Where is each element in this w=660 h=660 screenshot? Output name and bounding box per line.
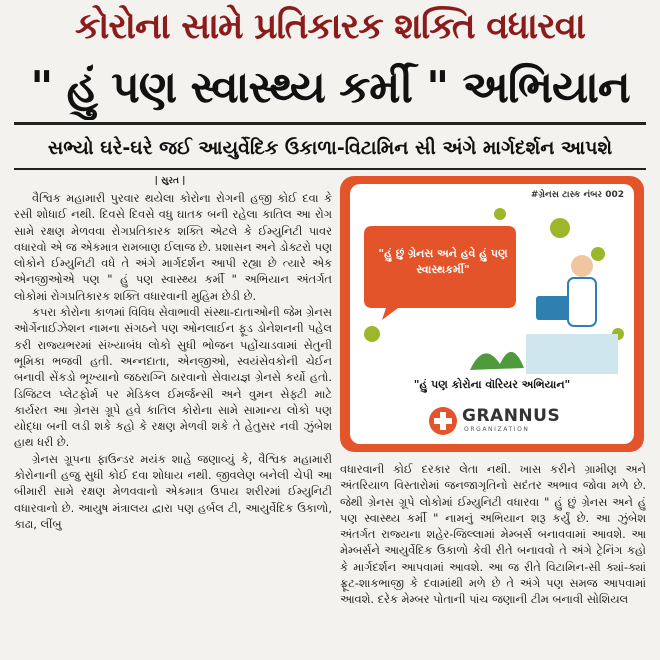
- bubble-text: "હું છું ગ્રેનસ અને હવે હું પણ સ્વાસ્થકર્મી": [378, 247, 508, 276]
- speech-bubble: [358, 224, 518, 320]
- logo-cross-icon: [428, 406, 458, 436]
- dateline: | સુરત |: [154, 176, 186, 186]
- headline-line-2: " હું પણ સ્વાસ્થ્ય કર્મી " અભિયાન: [30, 62, 630, 113]
- campaign-poster: [340, 176, 644, 452]
- article-right-column: [340, 461, 646, 660]
- article-paragraph: કપરા કોરોના કાળમાં વિવિધ સેવાભાવી સંસ્થા-દાતાઓની જેમ ગ્રેનસ ઓર્ગેનાઈઝેશન નામના સંગઠને પણ ઓનલાઈન ફૂડ ડોનેશનની પહેલ કરી રાજ્યભરમાં સંખ્યાબંધ લોકો સુધી ભોજન પહોંચાડવામાં સેતુની ભૂમિકા ભજવી હતી. અન્નદાતા, એનજીઓ, સ્વયંસેવકોની ચેઈન બનાવી સેંકડો ભૂખ્યાનો જઠરાગ્નિ ઠારવાનો સેવાયજ્ઞ ગ્રેનસે કર્યો હતો. ડિજિટલ પ્લેટફોર્મ પર મેડિકલ ઈમર્જન્સી અને વુમન સેફ્ટી માટે કાર્યરત આ ગ્રેનસ ગ્રૂપે હવે કાતિલ કોરોના સામે સામાન્ય લોકો પણ યોદ્ધા બની લડી શકે કહો કે રક્ષણ મેળવી શકે તે હેતુસર નવી ઝુંબેશ હાથ ધરી છે.: [14, 305, 332, 450]
- article-paragraph: ગ્રેનસ ગ્રૂપના ફાઉન્ડર મયંક શાહે જણાવ્યું કે, વૈશ્વિક મહામારી કોરોનાની હજુ સુધી કોઈ દવા શોધાય નથી. જીવલેણ બનેલી ચેપી આ બીમારી સામે રક્ષણ મેળવવાનો એકમાત્ર ઉપાય શરીરમાં ઈમ્યુનિટી વધારવાનો છે. આયુષ મંત્રાલય દ્વારા પણ હર્બલ ટી, આયુર્વેદિક ઉકાળો, કાઢા, લીંબુ: [14, 451, 332, 531]
- subheadline: સભ્યો ઘરે-ઘરે જઈ આયુર્વેદિક ઉકાળા-વિટામિન સી અંગે માર્ગદર્શન આપશે: [47, 137, 613, 159]
- poster-card: [350, 184, 634, 444]
- article-paragraph: વધારવાની કોઈ દરકાર લેતા નથી. ખાસ કરીને ગ્રામીણ અને અંતરિયાળ વિસ્તારોમાં જનજાગૃતિનો સદંતર અભાવ જોવા મળે છે. જેથી ગ્રેનસ ગ્રૂપે લોકોમાં ઈમ્યુનિટી વધારવા " હું છું ગ્રેનસ અને હું પણ સ્વાસ્થ્ય કર્મી " નામનું અભિયાન શરૂ કર્યું છે. આ ઝુંબેશ અંતર્ગત રાજ્યના શહેર-જિલ્લામાં મેમ્બર્સ બનાવવામાં આવશે. આ મેમ્બર્સને આયુર્વેદિક ઉકાળો કેવી રીતે બનાવવો તે અંગે ટ્રેનિંગ કહો કે માર્ગદર્શન આપવામાં આવશે. આ જ રીતે વિટામિન-સી ક્યાં-ક્યાં ફ્રૂટ-શાકભાજી કે દવામાંથી મળે છે તે અંગે પણ સમજ આપવામાં આવશે. દરેક મેમ્બર પોતાની પાંચ જણાની ટીમ બનાવી સોશિયલ: [340, 462, 646, 607]
- poster-task-label: #ગ્રેનસ ટાસ્ક નંબર 002: [530, 190, 624, 200]
- grannus-logo: [426, 404, 566, 438]
- logo-subtitle: ORGANIZATION: [464, 426, 530, 433]
- headline-line-1: કોરોના સામે પ્રતિકારક શક્તિ વધારવા: [75, 6, 585, 47]
- article-left-column: [14, 190, 332, 660]
- headline-rule-bottom: [14, 168, 646, 170]
- headline-rule-top: [14, 122, 646, 125]
- logo-name: GRANNUS: [462, 406, 561, 426]
- article-paragraph: વૈશ્વિક મહામારી પુરવાર થયેલા કોરોના રોગની હજી કોઈ દવા કે રસી શોધાઈ નથી. દિવસે દિવસે વધુ ઘાતક બની રહેલા કાતિલ આ રોગ સામે રક્ષણ મેળવવા રોગપ્રતિકારક શક્તિ એટલે કે ઈમ્યુનિટી પાવર વધારવો એ જ એકમાત્ર રામબાણ ઈલાજ છે. પ્રશાસન અને ડોક્ટરો પણ લોકોને ઈમ્યુનિટી વધે તે અંગે માર્ગદર્શન આપી રહ્યા છે ત્યારે એક એનજીઓએ પણ " હું પણ સ્વાસ્થ્ય કર્મી " અભિયાન અંતર્ગત લોકોમાં રોગપ્રતિકારક શક્તિ વધારવાની મુહિમ છેડી છે.: [14, 191, 332, 303]
- campaign-slogan: "હું પણ કોરોના વૉરિયર અભિયાન": [413, 378, 571, 391]
